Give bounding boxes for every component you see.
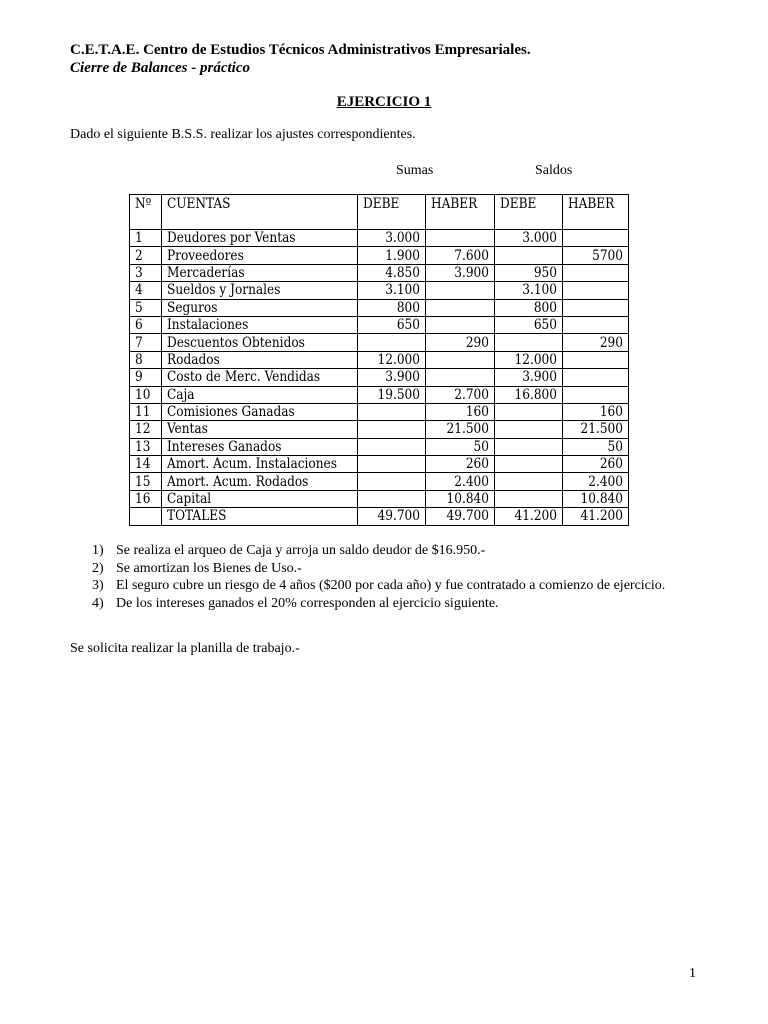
cell-saldos-haber bbox=[563, 282, 629, 299]
cell-sumas-debe bbox=[358, 473, 426, 490]
cell-saldos-debe bbox=[495, 490, 563, 507]
cell-number: 4 bbox=[130, 282, 162, 299]
adjustment-number: 2) bbox=[92, 560, 104, 576]
cell-account: Sueldos y Jornales bbox=[162, 282, 358, 299]
cell-account: Rodados bbox=[162, 351, 358, 368]
cell-number: 11 bbox=[130, 403, 162, 420]
cell-saldos-debe bbox=[495, 334, 563, 351]
table-row bbox=[130, 421, 629, 438]
cell-saldos-debe bbox=[495, 438, 563, 455]
cell-sumas-haber: 7.600 bbox=[426, 247, 495, 264]
cell-sumas-debe: 4.850 bbox=[358, 264, 426, 281]
cell-number: 2 bbox=[130, 247, 162, 264]
adjustment-text: Se amortizan los Bienes de Uso.- bbox=[116, 560, 302, 576]
cell-account: Descuentos Obtenidos bbox=[162, 334, 358, 351]
cell-account: Instalaciones bbox=[162, 316, 358, 333]
column-header-accounts: CUENTAS bbox=[162, 195, 358, 230]
adjustment-number: 3) bbox=[92, 578, 104, 593]
cell-sumas-haber bbox=[426, 230, 495, 247]
totals-row bbox=[130, 508, 629, 525]
cell-sumas-debe: 3.000 bbox=[358, 230, 426, 247]
cell-sumas-haber: 260 bbox=[426, 456, 495, 473]
sumas-header: Sumas bbox=[396, 163, 434, 178]
table-header-row bbox=[130, 195, 629, 230]
cell-saldos-haber bbox=[563, 386, 629, 403]
table-row bbox=[130, 230, 629, 247]
table-row bbox=[130, 264, 629, 281]
table-row bbox=[130, 369, 629, 386]
cell-number: 10 bbox=[130, 386, 162, 403]
cell-saldos-haber bbox=[563, 351, 629, 368]
cell-account: Amort. Acum. Rodados bbox=[162, 473, 358, 490]
adjustment-number: 1) bbox=[92, 543, 104, 558]
cell-sumas-haber bbox=[426, 299, 495, 316]
cell-sumas-debe: 1.900 bbox=[358, 247, 426, 264]
cell-sumas-debe: 3.900 bbox=[358, 369, 426, 386]
cell-number: 15 bbox=[130, 473, 162, 490]
cell-sumas-debe: 19.500 bbox=[358, 386, 426, 403]
page-number: 1 bbox=[689, 966, 696, 981]
cell-saldos-haber: 290 bbox=[563, 334, 629, 351]
adjustment-text: De los intereses ganados el 20% corresponden al ejercicio siguiente. bbox=[116, 595, 499, 611]
cell-saldos-haber: 5700 bbox=[563, 247, 629, 264]
column-header-saldos-debe: DEBE bbox=[495, 195, 563, 230]
cell-saldos-debe: 41.200 bbox=[495, 508, 563, 525]
cell-number bbox=[130, 508, 162, 525]
table-row bbox=[130, 456, 629, 473]
cell-sumas-debe bbox=[358, 334, 426, 351]
cell-saldos-debe: 12.000 bbox=[495, 351, 563, 368]
cell-account: Caja bbox=[162, 386, 358, 403]
cell-saldos-haber: 160 bbox=[563, 403, 629, 420]
cell-account: Capital bbox=[162, 490, 358, 507]
cell-account: Mercaderías bbox=[162, 264, 358, 281]
cell-account: Amort. Acum. Instalaciones bbox=[162, 456, 358, 473]
cell-saldos-haber: 21.500 bbox=[563, 421, 629, 438]
table-row bbox=[130, 403, 629, 420]
table-row bbox=[130, 299, 629, 316]
cell-sumas-debe bbox=[358, 438, 426, 455]
adjustment-item bbox=[70, 595, 698, 613]
cell-sumas-debe bbox=[358, 456, 426, 473]
cell-saldos-debe bbox=[495, 456, 563, 473]
cell-number: 12 bbox=[130, 421, 162, 438]
table-row bbox=[130, 316, 629, 333]
cell-saldos-haber: 260 bbox=[563, 456, 629, 473]
cell-sumas-haber: 21.500 bbox=[426, 421, 495, 438]
cell-saldos-debe bbox=[495, 421, 563, 438]
cell-account: Deudores por Ventas bbox=[162, 230, 358, 247]
cell-sumas-haber: 49.700 bbox=[426, 508, 495, 525]
cell-saldos-debe: 3.000 bbox=[495, 230, 563, 247]
column-header-sumas-haber: HABER bbox=[426, 195, 495, 230]
adjustment-number: 4) bbox=[92, 595, 104, 611]
cell-number: 1 bbox=[130, 230, 162, 247]
cell-sumas-haber bbox=[426, 351, 495, 368]
table-row bbox=[130, 386, 629, 403]
document-subtitle: Cierre de Balances - práctico bbox=[70, 60, 250, 76]
column-header-sumas-debe: DEBE bbox=[358, 195, 426, 230]
cell-saldos-haber bbox=[563, 230, 629, 247]
adjustment-item bbox=[70, 577, 698, 595]
table-row bbox=[130, 438, 629, 455]
cell-sumas-haber: 10.840 bbox=[426, 490, 495, 507]
cell-sumas-haber bbox=[426, 282, 495, 299]
cell-sumas-haber: 2.700 bbox=[426, 386, 495, 403]
cell-sumas-debe bbox=[358, 421, 426, 438]
cell-account: Ventas bbox=[162, 421, 358, 438]
cell-account: Seguros bbox=[162, 299, 358, 316]
cell-account: Intereses Ganados bbox=[162, 438, 358, 455]
cell-sumas-haber bbox=[426, 369, 495, 386]
institution-header: C.E.T.A.E. Centro de Estudios Técnicos Administrativos Empresariales. bbox=[70, 42, 531, 58]
cell-saldos-debe: 16.800 bbox=[495, 386, 563, 403]
cell-sumas-haber: 2.400 bbox=[426, 473, 495, 490]
cell-sumas-debe bbox=[358, 403, 426, 420]
cell-saldos-haber bbox=[563, 316, 629, 333]
cell-sumas-haber bbox=[426, 316, 495, 333]
cell-sumas-debe: 49.700 bbox=[358, 508, 426, 525]
adjustment-text: El seguro cubre un riesgo de 4 años ($200 por cada año) y fue contratado a comienzo de ejercicio. bbox=[116, 578, 666, 593]
cell-sumas-haber: 160 bbox=[426, 403, 495, 420]
cell-number: 8 bbox=[130, 351, 162, 368]
cell-sumas-debe: 800 bbox=[358, 299, 426, 316]
cell-sumas-debe bbox=[358, 490, 426, 507]
cell-saldos-debe: 650 bbox=[495, 316, 563, 333]
cell-number: 5 bbox=[130, 299, 162, 316]
table-row bbox=[130, 490, 629, 507]
cell-saldos-debe: 800 bbox=[495, 299, 563, 316]
adjustments-list bbox=[70, 542, 698, 612]
intro-text: Dado el siguiente B.S.S. realizar los ajustes correspondientes. bbox=[70, 127, 416, 142]
cell-number: 7 bbox=[130, 334, 162, 351]
balance-table bbox=[129, 194, 629, 526]
cell-saldos-debe: 950 bbox=[495, 264, 563, 281]
cell-sumas-debe: 3.100 bbox=[358, 282, 426, 299]
table-row bbox=[130, 473, 629, 490]
adjustment-item bbox=[70, 542, 698, 560]
cell-saldos-haber: 41.200 bbox=[563, 508, 629, 525]
cell-number: 6 bbox=[130, 316, 162, 333]
cell-saldos-debe: 3.900 bbox=[495, 369, 563, 386]
table-row bbox=[130, 282, 629, 299]
cell-account: Proveedores bbox=[162, 247, 358, 264]
cell-number: 9 bbox=[130, 369, 162, 386]
cell-sumas-debe: 650 bbox=[358, 316, 426, 333]
table-row bbox=[130, 334, 629, 351]
adjustment-text: Se realiza el arqueo de Caja y arroja un saldo deudor de $16.950.- bbox=[116, 543, 486, 558]
column-header-number: Nº bbox=[130, 195, 162, 230]
table-row bbox=[130, 247, 629, 264]
cell-account: Comisiones Ganadas bbox=[162, 403, 358, 420]
cell-saldos-haber: 2.400 bbox=[563, 473, 629, 490]
cell-saldos-haber: 10.840 bbox=[563, 490, 629, 507]
cell-number: 3 bbox=[130, 264, 162, 281]
cell-account: TOTALES bbox=[162, 508, 358, 525]
cell-sumas-debe: 12.000 bbox=[358, 351, 426, 368]
closing-instruction: Se solicita realizar la planilla de trabajo.- bbox=[70, 641, 300, 656]
cell-saldos-debe bbox=[495, 247, 563, 264]
cell-saldos-debe bbox=[495, 473, 563, 490]
table-row bbox=[130, 351, 629, 368]
cell-sumas-haber: 290 bbox=[426, 334, 495, 351]
cell-sumas-haber: 3.900 bbox=[426, 264, 495, 281]
cell-account: Costo de Merc. Vendidas bbox=[162, 369, 358, 386]
cell-number: 14 bbox=[130, 456, 162, 473]
cell-saldos-haber bbox=[563, 299, 629, 316]
cell-saldos-haber: 50 bbox=[563, 438, 629, 455]
cell-saldos-debe: 3.100 bbox=[495, 282, 563, 299]
cell-saldos-haber bbox=[563, 264, 629, 281]
cell-number: 16 bbox=[130, 490, 162, 507]
column-header-saldos-haber: HABER bbox=[563, 195, 629, 230]
adjustment-item bbox=[70, 560, 698, 578]
cell-saldos-haber bbox=[563, 369, 629, 386]
saldos-header: Saldos bbox=[535, 163, 573, 178]
exercise-title: EJERCICIO 1 bbox=[336, 94, 432, 110]
cell-number: 13 bbox=[130, 438, 162, 455]
cell-sumas-haber: 50 bbox=[426, 438, 495, 455]
cell-saldos-debe bbox=[495, 403, 563, 420]
